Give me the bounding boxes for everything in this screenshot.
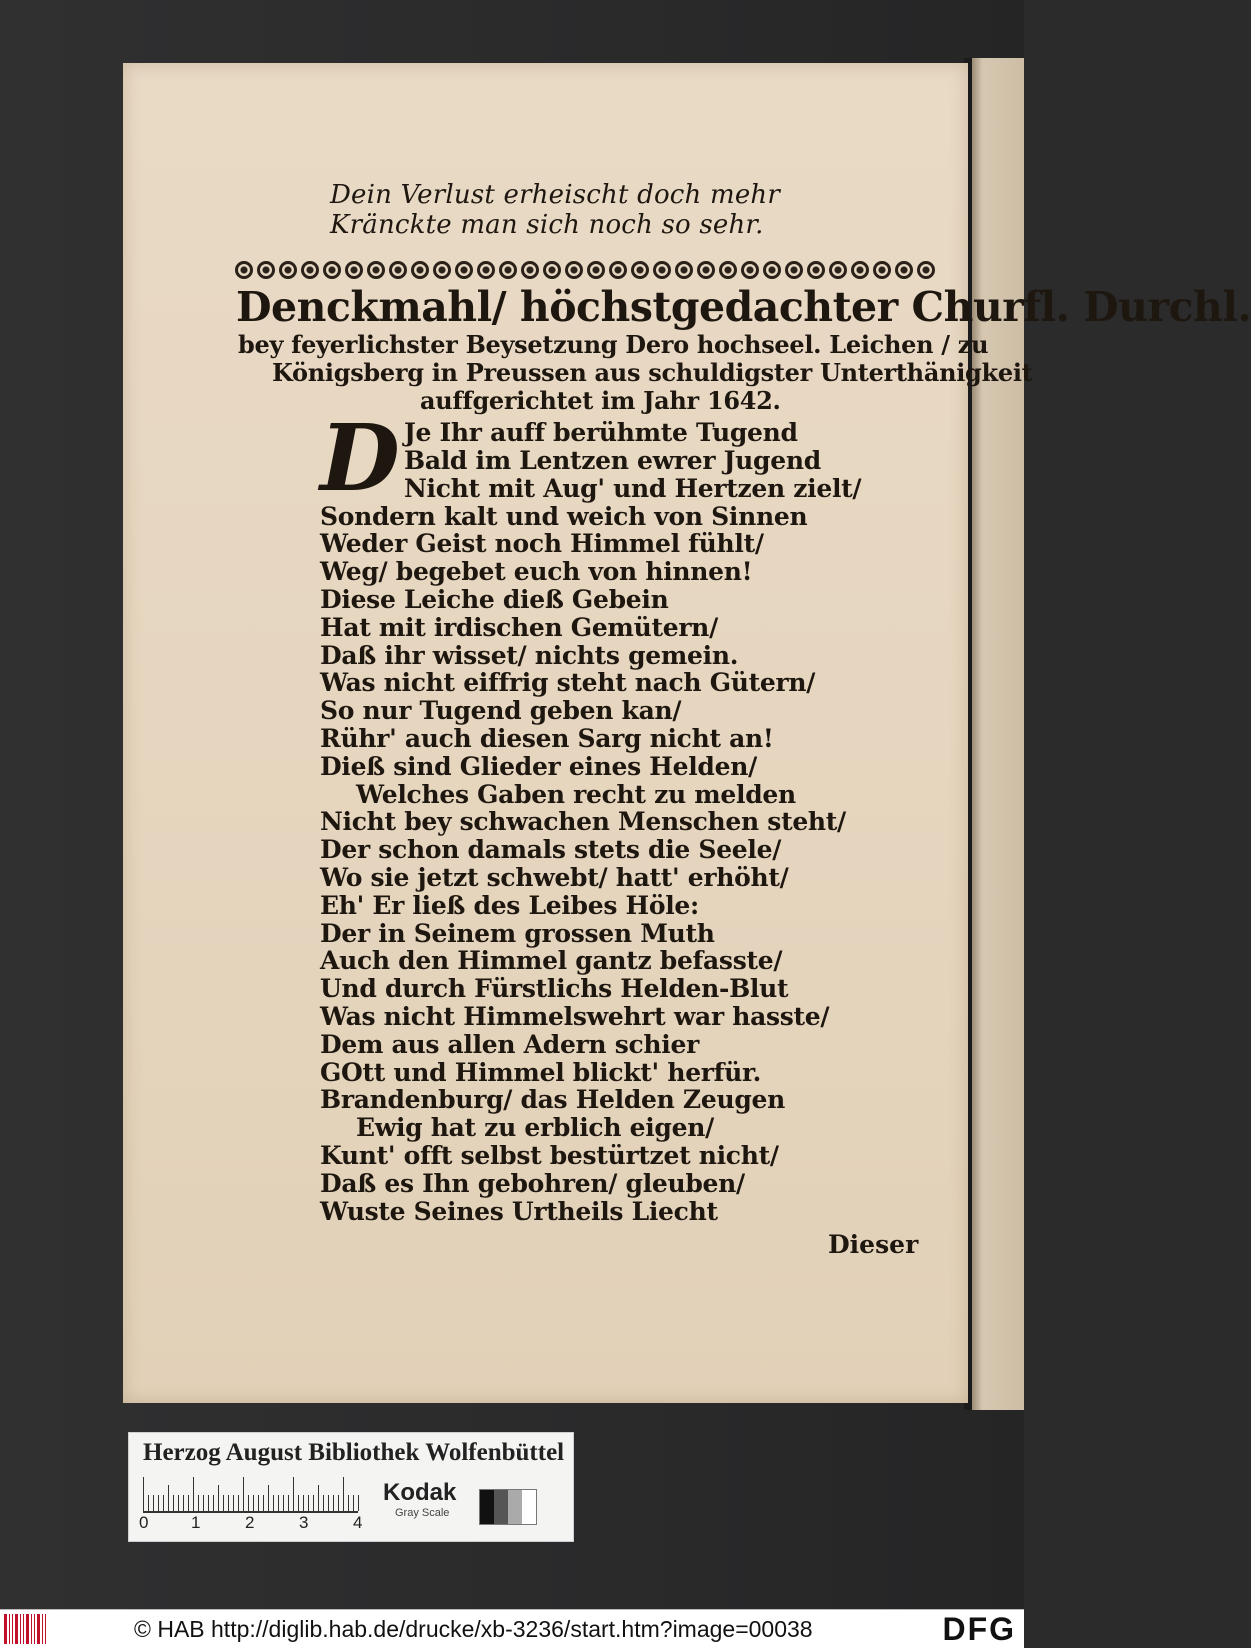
ornament-rosette: [873, 261, 891, 279]
verse-line: Hat mit irdischen Gemütern/: [320, 612, 718, 642]
verse-line: Wo sie jetzt schwebt/ hatt' erhöht/: [320, 863, 789, 892]
ruler-tick: [333, 1495, 334, 1511]
viewer-footer: [0, 1609, 1024, 1648]
subheading-line: bey feyerlichster Beysetzung Dero hochseel. Leichen / zu: [238, 330, 989, 359]
ruler-tick: [218, 1485, 219, 1511]
ornament-rosette: [675, 261, 693, 279]
verse-line: GOtt und Himmel blickt' herfür.: [320, 1057, 761, 1087]
verse-line: Auch den Himmel gantz befasste/: [320, 946, 783, 976]
catchword: Dieser: [828, 1230, 919, 1259]
ruler-tick: [278, 1495, 279, 1511]
verse-line: Weg/ begebet euch von hinnen!: [320, 557, 753, 587]
ruler-tick: [223, 1495, 224, 1511]
ruler-tick: [168, 1485, 169, 1511]
ruler-tick: [173, 1495, 174, 1511]
ruler-tick: [258, 1495, 259, 1511]
subheading-line: Königsberg in Preussen aus schuldigster Unterthänigkeit: [272, 358, 1033, 387]
next-page-edge: [972, 58, 1024, 1410]
ruler-tick: [188, 1495, 189, 1511]
subheading-line: auffgerichtet im Jahr 1642.: [420, 386, 781, 415]
ruler-tick: [248, 1495, 249, 1511]
verse-line: Der schon damals stets die Seele/: [320, 835, 782, 865]
verse-line: Daß ihr wisset/ nichts gemein.: [320, 640, 739, 670]
ruler-tick: [198, 1495, 199, 1511]
ruler-tick: [308, 1495, 309, 1511]
ornament-rosette: [653, 261, 671, 279]
intro-line: Dein Verlust erheischt doch mehr: [330, 180, 780, 210]
ornament-rosette: [565, 261, 583, 279]
ornament-rosette: [719, 261, 737, 279]
verse-line: Diese Leiche dieß Gebein: [320, 585, 669, 614]
barcode-stripe: [4, 1614, 7, 1644]
barcode-stripe: [45, 1614, 46, 1644]
ruler-tick: [238, 1495, 239, 1511]
ruler-tick: [323, 1495, 324, 1511]
barcode-stripe: [9, 1614, 10, 1644]
ruler-tick: [183, 1495, 184, 1511]
ruler-tick: [293, 1477, 294, 1511]
ornament-rosette: [367, 261, 385, 279]
ruler-tick: [228, 1495, 229, 1511]
ornament-rosette: [235, 261, 253, 279]
verse-line: Bald im Lentzen ewrer Jugend: [404, 446, 821, 475]
library-name: Herzog August Bibliothek Wolfenbüttel: [143, 1439, 565, 1466]
ruler-number: 3: [299, 1513, 309, 1532]
barcode-stripe: [20, 1614, 21, 1644]
ornament-rosette: [257, 261, 275, 279]
ornament-rosette: [917, 261, 935, 279]
kodak-logo: Kodak: [383, 1479, 457, 1506]
ruler-tick: [358, 1495, 359, 1511]
ruler-tick: [253, 1495, 254, 1511]
verse-line: Und durch Fürstlichs Helden-Blut: [320, 974, 789, 1004]
verse-line: Dem aus allen Adern schier: [320, 1029, 699, 1059]
dfg-logo: DFG: [942, 1611, 1016, 1647]
ornament-rosette: [543, 261, 561, 279]
ornament-rosette: [345, 261, 363, 279]
verse-line: Wuste Seines Urtheils Liecht: [320, 1196, 718, 1226]
measurement-ruler: [143, 1475, 358, 1513]
ruler-number: 4: [353, 1513, 363, 1532]
barcode-stripe: [26, 1614, 29, 1644]
ruler-tick: [148, 1495, 149, 1511]
gray-scale-swatches: [479, 1489, 537, 1525]
ornament-rosette: [389, 261, 407, 279]
ruler-tick: [213, 1495, 214, 1511]
ruler-tick: [163, 1495, 164, 1511]
decorated-initial: D: [320, 404, 400, 512]
verse-line: Nicht bey schwachen Menschen steht/: [320, 807, 846, 837]
barcode-stripe: [37, 1614, 40, 1644]
ornament-rosette: [807, 261, 825, 279]
barcode-stripe: [23, 1614, 24, 1644]
ornament-rosette: [851, 261, 869, 279]
verse-line: Daß es Ihn gebohren/ gleuben/: [320, 1168, 745, 1198]
ruler-tick: [273, 1495, 274, 1511]
ornament-rosette: [609, 261, 627, 279]
verse-line: Was nicht eiffrig steht nach Gütern/: [320, 668, 816, 698]
ruler-tick: [318, 1485, 319, 1511]
verse-line: Kunt' offt selbst bestürtzet nicht/: [320, 1141, 779, 1170]
ruler-tick: [178, 1495, 179, 1511]
ornament-rosette: [829, 261, 847, 279]
ruler-tick: [143, 1477, 144, 1511]
ruler-number: 2: [245, 1513, 255, 1532]
ornament-rosette: [763, 261, 781, 279]
ruler-number: 1: [191, 1513, 201, 1532]
barcode-stripe: [15, 1614, 18, 1644]
ruler-tick: [338, 1495, 339, 1511]
ruler-tick: [268, 1485, 269, 1511]
ruler-tick: [263, 1495, 264, 1511]
ruler-tick: [348, 1495, 349, 1511]
ruler-tick: [208, 1495, 209, 1511]
verse-line: Rühr' auch diesen Sarg nicht an!: [320, 724, 774, 753]
barcode-stripe: [42, 1614, 43, 1644]
ornament-rosette: [521, 261, 539, 279]
verse-line: Was nicht Himmelswehrt war hasste/: [320, 1002, 830, 1031]
verse-line: Dieß sind Glieder eines Helden/: [320, 751, 757, 781]
verse-line: Der in Seinem grossen Muth: [320, 918, 715, 948]
ornament-rosette: [587, 261, 605, 279]
ornament-rosette: [279, 261, 297, 279]
page-heading: Denckmahl/ höchstgedachter Churfl. Durchl.: [236, 283, 1251, 331]
ornament-rosette: [301, 261, 319, 279]
verse-line: Sondern kalt und weich von Sinnen: [320, 501, 808, 531]
barcode-stripe: [34, 1614, 35, 1644]
verse-line: Weder Geist noch Himmel fühlt/: [320, 529, 764, 559]
barcode-stripe: [31, 1614, 32, 1644]
verse-line: Eh' Er ließ des Leibes Höle:: [320, 890, 699, 920]
ornament-rosette: [499, 261, 517, 279]
verse-line: Ewig hat zu erblich eigen/: [356, 1113, 714, 1143]
intro-line: Kränckte man sich noch so sehr.: [330, 210, 764, 240]
ruler-tick: [243, 1477, 244, 1511]
source-link[interactable]: © HAB http://diglib.hab.de/drucke/xb-3236/start.htm?image=00038: [134, 1616, 813, 1642]
ornament-rosette: [323, 261, 341, 279]
ruler-tick: [343, 1477, 344, 1511]
ornament-border: [235, 259, 907, 281]
ruler-tick: [153, 1495, 154, 1511]
ruler-tick: [353, 1495, 354, 1511]
ruler-tick: [158, 1495, 159, 1511]
kodak-subtitle: Gray Scale: [395, 1507, 450, 1519]
ornament-rosette: [741, 261, 759, 279]
verse-line: Nicht mit Aug' und Hertzen zielt/: [404, 473, 862, 503]
ruler-tick: [288, 1495, 289, 1511]
ruler-number: 0: [139, 1513, 149, 1532]
verse-line: Welches Gaben recht zu melden: [356, 779, 796, 809]
ornament-rosette: [631, 261, 649, 279]
ruler-tick: [298, 1495, 299, 1511]
ruler-tick: [203, 1495, 204, 1511]
ornament-rosette: [895, 261, 913, 279]
ornament-rosette: [455, 261, 473, 279]
ornament-rosette: [785, 261, 803, 279]
barcode-icon: [4, 1614, 48, 1644]
ruler-tick: [328, 1495, 329, 1511]
ornament-rosette: [477, 261, 495, 279]
ornament-rosette: [697, 261, 715, 279]
ruler-tick: [233, 1495, 234, 1511]
ornament-rosette: [433, 261, 451, 279]
scan-reference-card: [128, 1432, 574, 1542]
ruler-tick: [303, 1495, 304, 1511]
verse-line: Brandenburg/ das Helden Zeugen: [320, 1085, 786, 1115]
verse-line: Je Ihr auff berühmte Tugend: [404, 418, 798, 447]
verse-line: So nur Tugend geben kan/: [320, 696, 682, 726]
ruler-tick: [283, 1495, 284, 1511]
ruler-tick: [193, 1477, 194, 1511]
ruler-tick: [313, 1495, 314, 1511]
ornament-rosette: [411, 261, 429, 279]
barcode-stripe: [12, 1614, 13, 1644]
